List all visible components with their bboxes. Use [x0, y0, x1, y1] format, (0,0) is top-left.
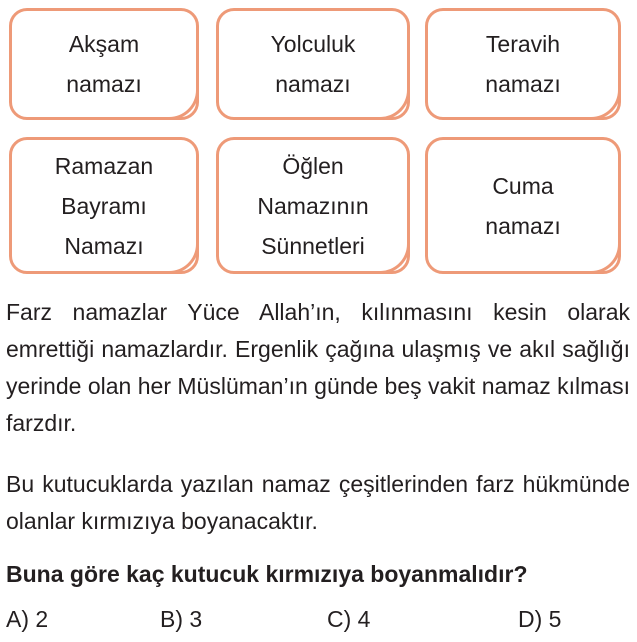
box-line: Teravih — [485, 31, 561, 57]
answer-options — [6, 601, 626, 638]
box-line: Namazının — [257, 192, 369, 219]
box-line: namazı — [485, 71, 561, 97]
box-teravih-namazi — [425, 8, 621, 120]
paragraph-instruction: Bu kutucuklarda yazılan namaz çeşitlerinden farz hükmünde olanlar kırmızıya boyanacaktır. — [6, 471, 630, 534]
box-yolculuk-namazi — [216, 8, 410, 120]
box-ramazan-bayrami-namazi — [9, 137, 199, 274]
prayer-boxes-grid — [9, 8, 619, 274]
box-line: Ramazan — [54, 152, 154, 179]
option-b[interactable]: B) 3 — [160, 606, 203, 632]
paragraph-farz-definition: Farz namazlar Yüce Allah’ın, kılınmasını kesin olarak emrettiği namazlardır. Ergenlik çağına ulaşmış ve akıl sağlığı yerinde olan her Müslüman’ın günde beş vakit namaz kılması farzdır. — [6, 299, 630, 436]
question-text: Buna göre kaç kutucuk kırmızıya boyanmalıdır? — [6, 561, 528, 587]
box-line: Öğlen — [282, 152, 344, 179]
box-oglen-sunnetleri — [216, 137, 410, 274]
box-line: Sünnetleri — [261, 232, 365, 259]
box-line: Cuma — [492, 172, 554, 199]
box-line: namazı — [66, 71, 142, 97]
box-line: namazı — [275, 71, 351, 97]
box-line: Namazı — [64, 232, 144, 259]
option-c[interactable]: C) 4 — [327, 606, 371, 632]
box-line: Akşam — [68, 31, 140, 57]
option-a[interactable]: A) 2 — [6, 606, 49, 632]
box-cuma-namazi — [425, 137, 621, 274]
option-d[interactable]: D) 5 — [518, 606, 562, 632]
box-line: Bayramı — [61, 192, 147, 219]
box-line: Yolculuk — [270, 31, 356, 57]
box-line: namazı — [485, 212, 561, 239]
box-aksam-namazi — [9, 8, 199, 120]
